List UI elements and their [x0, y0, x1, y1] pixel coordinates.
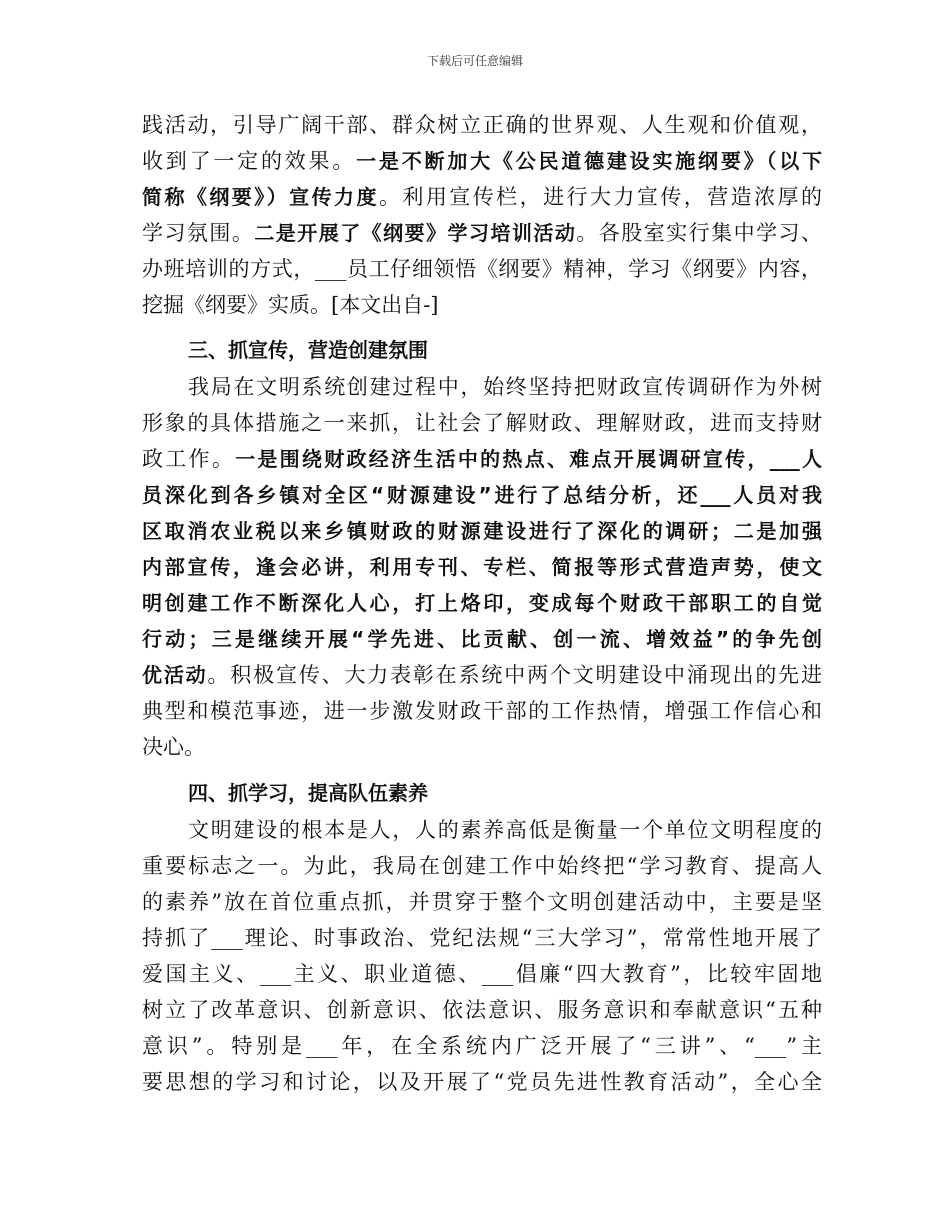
text-line: 简称《纲要》）宣传力度。利用宣传栏，进行大力宣传，营造浓厚的	[142, 185, 823, 209]
section-heading: 四、抓学习，提高队伍素养	[188, 781, 428, 805]
text-line: 挖掘《纲要》实质。[本文出自-]	[142, 293, 439, 317]
text-line: 内部宣传，逢会必讲，利用专刊、专栏、简报等形式营造声势，使文	[142, 555, 822, 579]
text-line: 要思想的学习和讨论，以及开展了“党员先进性教育活动”，全心全	[142, 1070, 822, 1094]
text-line: 行动；三是继续开展“学先进、比贡献、创一流、增效益”的争先创	[142, 627, 822, 651]
text-line: 的素养”放在首位重点抓，并贯穿于整个文明创建活动中，主要是坚	[142, 890, 822, 914]
text-line: 员深化到各乡镇对全区“财源建设”进行了总结分析，还___人员对我	[142, 483, 822, 507]
text-line: 持抓了___理论、时事政治、党纪法规“三大学习”，常常性地开展了	[142, 926, 822, 950]
text-line: 学习氛围。二是开展了《纲要》学习培训活动。各股室实行集中学习、	[142, 221, 823, 245]
text-line: 办班培训的方式，___员工仔细领悟《纲要》精神，学习《纲要》内容，	[142, 257, 822, 281]
text-line: 我局在文明系统创建过程中，始终坚持把财政宣传调研作为外树	[188, 375, 822, 399]
text-line: 践活动，引导广阔干部、群众树立正确的世界观、人生观和价值观，	[142, 113, 822, 137]
text-line: 收到了一定的效果。一是不断加大《公民道德建设实施纲要》（以下	[142, 149, 823, 173]
page-header-note: 下载后可任意编辑	[426, 54, 523, 68]
text-line: 树立了改革意识、创新意识、依法意识、服务意识和奉献意识“五种	[142, 998, 822, 1022]
text-line: 文明建设的根本是人，人的素养高低是衡量一个单位文明程度的	[188, 818, 822, 842]
text-line: 重要标志之一。为此，我局在创建工作中始终把“学习教育、提高人	[142, 854, 822, 878]
text-line: 明创建工作不断深化人心，打上烙印，变成每个财政干部职工的自觉	[142, 591, 822, 615]
text-line: 爱国主义、___主义、职业道德、___倡廉“四大教育”，比较牢固地	[142, 962, 822, 986]
text-line: 区取消农业税以来乡镇财政的财源建设进行了深化的调研；二是加强	[142, 519, 822, 543]
text-line: 意识”。特别是___年，在全系统内广泛开展了“三讲”、“___”主	[142, 1034, 822, 1058]
text-line: 决心。	[142, 735, 205, 759]
section-heading: 三、抓宣传，营造创建氛围	[188, 338, 428, 362]
text-line: 政工作。一是围绕财政经济生活中的热点、难点开展调研宣传，___人	[142, 447, 823, 471]
text-line: 典型和模范事迹，进一步激发财政干部的工作热情，增强工作信心和	[142, 699, 822, 723]
text-line: 优活动。积极宣传、大力表彰在系统中两个文明建设中涌现出的先进	[142, 663, 822, 687]
text-line: 形象的具体措施之一来抓，让社会了解财政、理解财政，进而支持财	[142, 411, 822, 435]
